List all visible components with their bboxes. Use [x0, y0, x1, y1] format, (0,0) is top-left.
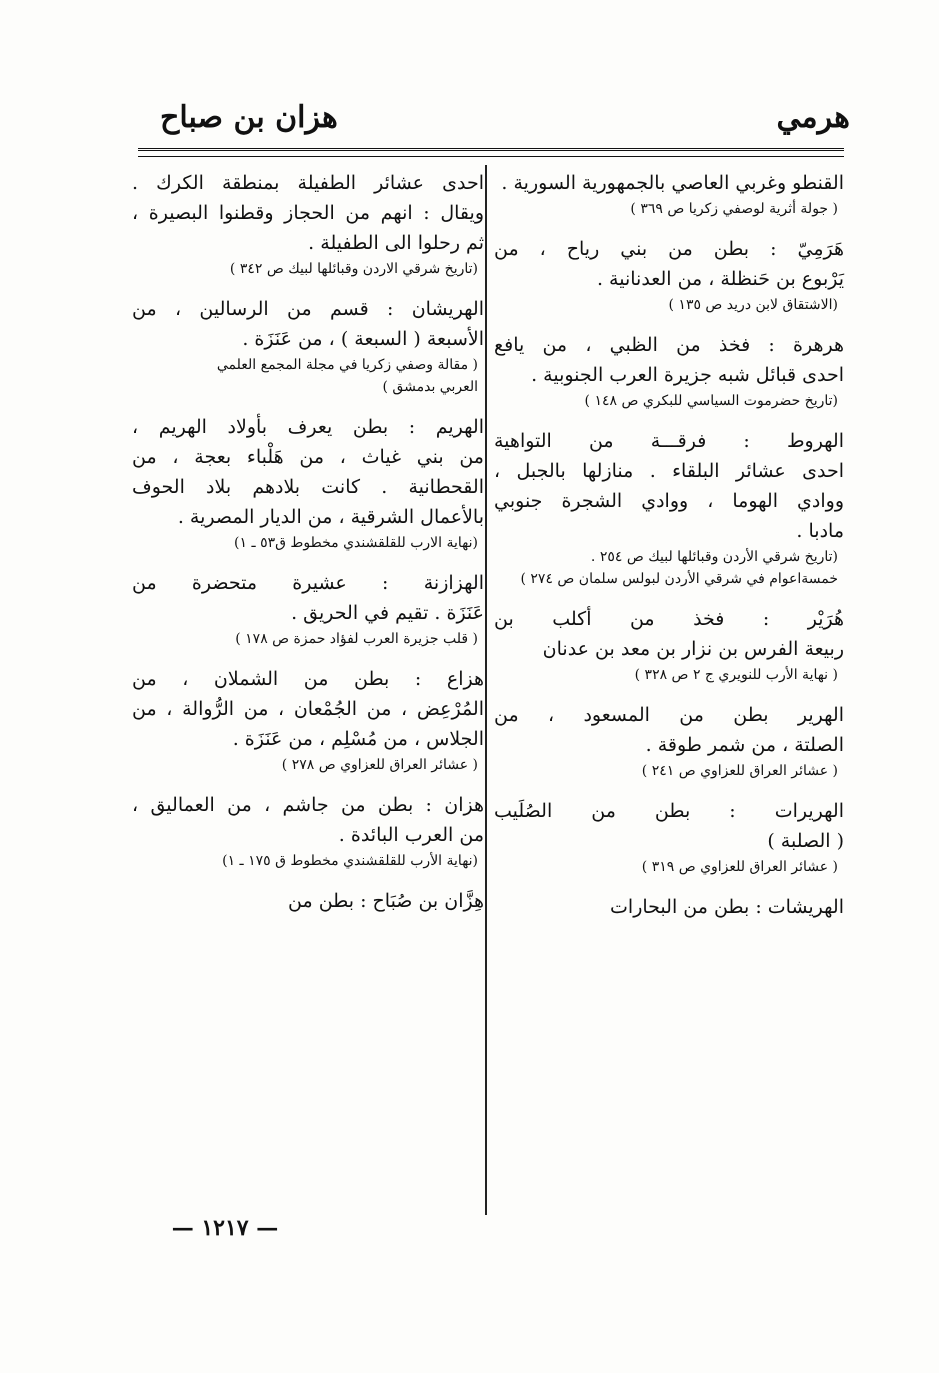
entry-reference: (تاريخ حضرموت السياسي للبكري ص ١٤٨ )	[584, 393, 838, 409]
entry-heading-line: الهريرات : بطن من الصُلَيب	[494, 800, 844, 822]
entry-reference: ( قلب جزيرة العرب لفؤاد حمزة ص ١٧٨ )	[235, 631, 478, 647]
dictionary-entry	[494, 700, 844, 782]
dictionary-entry	[494, 234, 844, 316]
dictionary-entry	[132, 568, 484, 650]
header-right-title: هرمي	[776, 100, 850, 135]
dictionary-entry	[494, 426, 844, 590]
entry-heading-line: هِزَّان بن صُبَاح : بطن من	[288, 890, 484, 912]
entry-reference: (الاشتقاق لابن دريد ص ١٣٥ )	[668, 297, 838, 313]
dictionary-entry	[132, 294, 484, 398]
dictionary-entry	[132, 790, 484, 872]
entry-text-line: القحطانية . كانت بلادهم بلاد الحوف	[132, 476, 484, 498]
entry-heading-line: احدى عشائر الطفيلة بمنطقة الكرك .	[132, 172, 484, 194]
entry-text-line: المُرْعِض ، من الجُمْعان ، من الرُّوالة ، من	[132, 698, 484, 720]
dictionary-entry	[494, 796, 844, 878]
entry-heading-line: هزاع : بطن من الشملان ، من	[132, 668, 484, 690]
entry-reference: (نهاية الارب للقلقشندي مخطوط ق٥٣ ـ ١)	[234, 535, 478, 551]
entry-text-line: ويقال : انهم من الحجاز وقطنوا البصيرة ،	[132, 202, 484, 224]
dictionary-entry	[132, 886, 484, 916]
dictionary-entry	[494, 604, 844, 686]
entry-heading-line: هَرَمِيّ : بطن من بني رياح ، من	[494, 238, 844, 260]
entry-reference: ( عشائر العراق للعزاوي ص ٢٤١ )	[641, 763, 838, 779]
entry-text-line: من بني غياث ، من هَلْباء بعجة ، من	[132, 446, 484, 468]
column-divider	[485, 165, 487, 1215]
entry-text-line: الصلتة ، من شمر طوقة .	[645, 734, 844, 756]
entry-text-line: من العرب البائدة .	[338, 824, 484, 846]
entry-heading-line: هُرَيْر : فخذ من أكلب بن	[494, 608, 844, 630]
dictionary-entry	[132, 664, 484, 776]
entry-reference: ( عشائر العراق للعزاوي ص ٣١٩ )	[641, 859, 838, 875]
entry-text-line: ربيعة الفرس بن نزار بن معد بن عدنان	[542, 638, 844, 660]
page-number: — ١٢١٧ —	[171, 1215, 279, 1241]
entry-heading-line: الهزازنة : عشيرة متحضرة من	[132, 572, 484, 594]
entry-text-line: يَرْبوع بن حَنظلة ، من العدنانية .	[596, 268, 844, 290]
dictionary-entry	[132, 412, 484, 554]
entry-heading-line: الهرير بطن من المسعود ، من	[494, 704, 844, 726]
dictionary-entry	[494, 168, 844, 220]
entry-reference: خمسةاعوام في شرقي الأردن لبولس سلمان ص ٢٧٤ )	[520, 571, 838, 587]
entry-heading-line: هرهرة : فخذ من الظبي ، من يافع	[494, 334, 844, 356]
dictionary-entry	[132, 168, 484, 280]
entry-text-line: ووادي الهوما ، ووادي الشجرة جنوبي	[494, 490, 844, 512]
dictionary-entry	[494, 330, 844, 412]
entry-text-line: ثم رحلوا الى الطفيلة .	[308, 232, 484, 254]
dictionary-entry	[494, 892, 844, 922]
entry-heading-line: القنطو وغربي العاصي بالجمهورية السورية .	[501, 172, 844, 194]
entry-heading-line: الهريشات : بطن من البحارات	[610, 896, 844, 918]
entry-text-line: الجلاس ، من مُسْلِم ، من عَنَزَة .	[232, 728, 484, 750]
entry-reference: (تاريخ شرقي الاردن وقبائلها لبيك ص ٣٤٢ )	[229, 261, 478, 277]
running-header	[130, 100, 850, 150]
entry-text-line: مادبا .	[796, 520, 844, 542]
entry-text-line: احدى قبائل شبه جزيرة العرب الجنوبية .	[531, 364, 844, 386]
entry-reference: ( عشائر العراق للعزاوي ص ٢٧٨ )	[281, 757, 478, 773]
entry-text-line: ( الصلبة )	[767, 830, 844, 852]
entry-reference: العربي بدمشق )	[382, 379, 478, 395]
right-column	[494, 168, 844, 936]
header-rule-thin	[138, 156, 844, 157]
entry-text-line: بالأعمال الشرقية ، من الديار المصرية .	[177, 506, 484, 528]
entry-reference: ( مقالة وصفي زكريا في مجلة المجمع العلمي	[216, 357, 478, 373]
entry-text-line: الأسبعة ( السبعة ) ، من عَنَزَة .	[242, 328, 484, 350]
header-rule	[138, 148, 844, 154]
entry-reference: (تاريخ شرقي الأردن وقبائلها لبيك ص ٢٥٤ .	[590, 549, 838, 565]
entry-heading-line: الهروط : فرقـــة من التواهية	[494, 430, 844, 452]
entry-text-line: احدى عشائر البلقاء . منازلها بالجبل ،	[494, 460, 844, 482]
entry-reference: ( جولة أثرية لوصفي زكريا ص ٣٦٩ )	[630, 201, 838, 217]
entry-heading-line: الهريشان : قسم من الرسالين ، من	[132, 298, 484, 320]
left-column	[132, 168, 484, 930]
entry-heading-line: الهريم : بطن يعرف بأولاد الهريم ،	[132, 416, 484, 438]
header-left-title: هزان بن صباح	[160, 100, 338, 135]
entry-reference: ( نهاية الأرب للنويري ج ٢ ص ٣٢٨ )	[634, 667, 838, 683]
entry-heading-line: هزان : بطن من جاشم ، من العماليق ،	[132, 794, 484, 816]
entry-reference: (نهاية الأرب للقلقشندي مخطوط ق ١٧٥ ـ ١)	[222, 853, 478, 869]
entry-text-line: عَنَزَة . تقيم في الحريق .	[291, 602, 484, 624]
